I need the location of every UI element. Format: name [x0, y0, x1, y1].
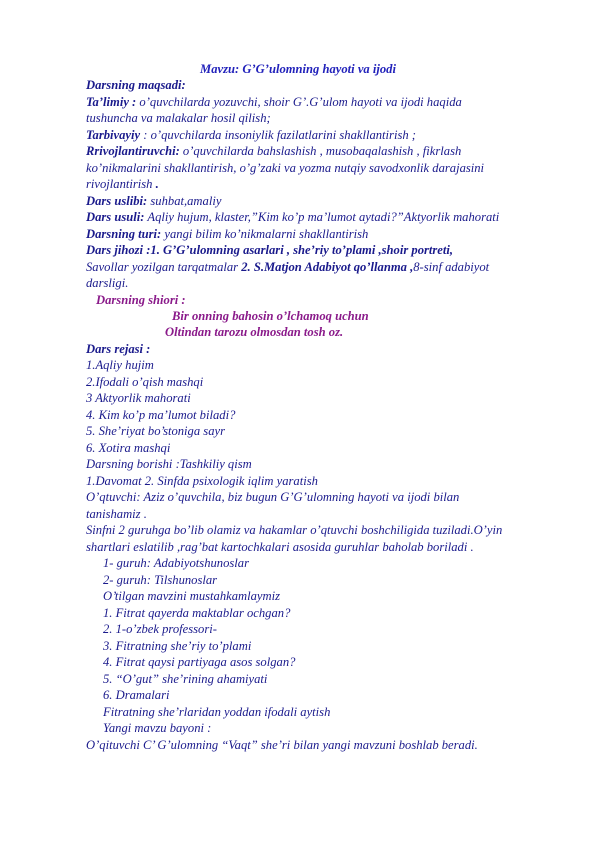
lesson-type — [86, 226, 368, 242]
lesson-method — [86, 209, 499, 225]
developmental-goal-end — [86, 176, 159, 192]
lesson-progress: Darsning borishi :Tashkiliy qism — [86, 457, 252, 471]
upbringing-goal-label: Tarbivayiy — [86, 128, 141, 142]
motto-heading: Darsning shiori : — [96, 293, 186, 307]
equipment-manual: 2. S.Matjon Adabiyot qo’llanma , — [241, 260, 414, 274]
lesson-style — [86, 193, 221, 209]
lesson-equipment-items: 1. G’G’ulomning asarlari , she’riy to’plami ,shoir portreti, — [150, 243, 454, 257]
question-item: 1. Fitrat qayerda maktablar ochgan? — [103, 606, 291, 620]
plan-item: 4. Kim ko’p ma’lumot biladi? — [86, 408, 236, 422]
goals-heading: Darsning maqsadi: — [86, 78, 186, 92]
lesson-equipment — [86, 242, 453, 258]
group-1: 1- guruh: Adabiyotshunoslar — [103, 556, 249, 570]
plan-item: 5. She’riyat bo’stoniga sayr — [86, 424, 225, 438]
lesson-style-label: Dars uslibi: — [86, 194, 148, 208]
lesson-equipment-continued — [86, 259, 489, 275]
closing-line: O’qituvchi C’ G’ulomning “Vaqt” she’ri bilan yangi mavzuni boshlab beradi. — [86, 738, 478, 752]
question-item: 2. 1-o’zbek professori- — [103, 622, 217, 636]
question-item: 3. Fitratning she’riy to’plami — [103, 639, 252, 653]
equipment-handouts: Savollar yozilgan tarqatmalar — [86, 260, 242, 274]
lesson-equipment-end: darsligi. — [86, 276, 129, 290]
educational-goal — [86, 94, 462, 110]
new-topic-heading: Yangi mavzu bayoni : — [103, 721, 212, 735]
educational-goal-text: o’quvchilarda yozuvchi, shoir G’.G’ulom hayoti va ijodi haqida — [136, 95, 462, 109]
plan-item: 2.Ifodali o’qish mashqi — [86, 375, 204, 389]
plan-item: 3 Aktyorlik mahorati — [86, 391, 191, 405]
teacher-intro-continued: tanishamiz . — [86, 507, 147, 521]
review-heading: O’tilgan mavzini mustahkamlaymiz — [103, 589, 281, 603]
educational-goal-label: Ta’limiy : — [86, 95, 137, 109]
lesson-equipment-label: Dars jihozi : — [86, 243, 151, 257]
developmental-goal-text: o’quvchilarda bahslashish , musobaqalashish , fikrlash — [179, 144, 462, 158]
group-2: 2- guruh: Tilshunoslar — [103, 573, 218, 587]
question-item: 5. “O’gut” she’rining ahamiyati — [103, 672, 268, 686]
developmental-goal-continued: ko’nikmalarini shakllantirish, o’g’zaki va yozma nutqiy savodxonlik darajasini — [86, 161, 485, 175]
developmental-goal-label: Rrivojlantiruvchi: — [86, 144, 180, 158]
equipment-textbook: 8-sinf adabiyot — [413, 260, 490, 274]
lesson-method-label: Dars usuli: — [86, 210, 145, 224]
lesson-method-text: Aqliy hujum, klaster,”Kim ko’p ma’lumot aytadi?”Aktyorlik mahorati — [144, 210, 500, 224]
lesson-type-text: yangi bilim ko’nikmalarni shakllantirish — [161, 227, 369, 241]
upbringing-goal-text: : o’quvchilarda insoniylik fazilatlarini shakllantirish ; — [140, 128, 416, 142]
motto-line-2: Oltindan tarozu olmosdan tosh oz. — [165, 325, 344, 339]
developmental-goal-end-text: rivojlantirish — [86, 177, 153, 191]
lesson-type-label: Darsning turi: — [86, 227, 162, 241]
teacher-intro: O’qtuvchi: Aziz o’quvchila, biz bugun G’G’ulomning hayoti va ijodi bilan — [86, 490, 460, 504]
question-item: 4. Fitrat qaysi partiyaga asos solgan? — [103, 655, 296, 669]
plan-item: 6. Xotira mashqi — [86, 441, 171, 455]
groups-text: Sinfni 2 guruhga bo’lib olamiz va hakamlar o’qtuvchi boshchiligida tuziladi.O’yin — [86, 523, 503, 537]
lesson-plan-heading: Dars rejasi : — [86, 342, 151, 356]
upbringing-goal — [86, 127, 416, 143]
lesson-style-text: suhbat,amaliy — [147, 194, 222, 208]
page-title: Mavzu: G’G’ulomning hayoti va ijodi — [200, 62, 396, 76]
groups-text-continued: shartlari eslatilib ,rag’bat kartochkalari asosida guruhlar baholab boriladi . — [86, 540, 474, 554]
educational-goal-continued: tushuncha va malakalar hosil qilish; — [86, 111, 271, 125]
plan-item: 1.Aqliy hujim — [86, 358, 154, 372]
question-item: 6. Dramalari — [103, 688, 170, 702]
attendance-line: 1.Davomat 2. Sinfda psixologik iqlim yaratish — [86, 474, 318, 488]
developmental-goal-dot: . — [152, 177, 159, 191]
motto-line-1: Bir onning bahosin o’lchamoq uchun — [172, 309, 369, 323]
developmental-goal — [86, 143, 461, 159]
recitation-task: Fitratning she’rlaridan yoddan ifodali aytish — [103, 705, 331, 719]
